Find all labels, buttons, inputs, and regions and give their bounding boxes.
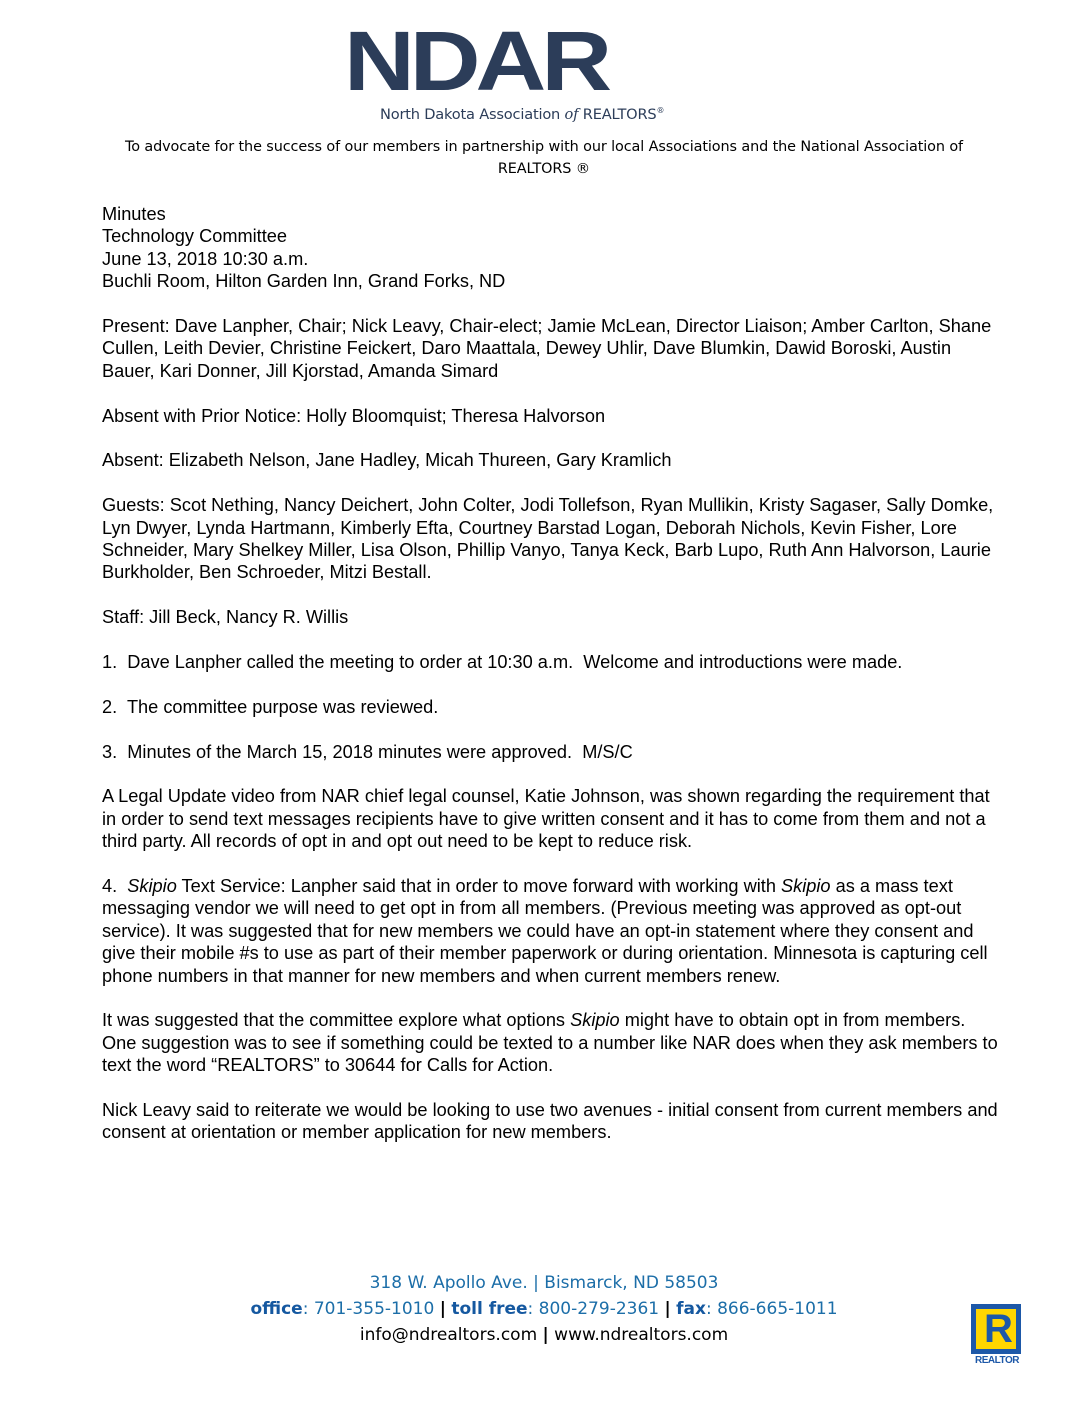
footer-contact xyxy=(0,1270,1088,1348)
absent-list: Absent: Elizabeth Nelson, Jane Hadley, Micah Thureen, Gary Kramlich xyxy=(102,450,672,471)
doc-type: Minutes xyxy=(102,204,166,224)
footer-website[interactable]: www.ndrealtors.com xyxy=(554,1325,729,1345)
present-list: Present: Dave Lanpher, Chair; Nick Leavy, Chair-elect; Jamie McLean, Director Liaison; Amber Carlton, Shane Cullen, Leith Devier, Christine Feickert, Daro Maattala, Dewey Uhlir, Dave Blumkin, Dawid Boroski, Austin Bauer, Kari Donner, Jill Kjorstad, Amanda Simard xyxy=(102,316,992,381)
legal-update-paragraph: A Legal Update video from NAR chief legal counsel, Katie Johnson, was shown regarding the requirement that in order to send text messages recipients have to give written consent and it has to come from them and not a third party. All records of opt in and opt out need to be kept to reduce risk. xyxy=(102,786,990,852)
agenda-item-3: 3. Minutes of the March 15, 2018 minutes were approved. M/S/C xyxy=(102,741,633,762)
minutes-body xyxy=(102,203,1002,1144)
logo-subtitle: North Dakota Association of REALTORS® xyxy=(380,106,665,123)
footer-address: 318 W. Apollo Ave. | Bismarck, ND 58503 xyxy=(369,1273,719,1293)
meeting-datetime: June 13, 2018 10:30 a.m. xyxy=(102,248,309,269)
guests-list: Guests: Scot Nething, Nancy Deichert, John Colter, Jodi Tollefson, Ryan Mullikin, Kristy Sagaser, Sally Domke, Lyn Dwyer, Lynda Hartmann, Kimberly Efta, Courtney Barstad Logan, Deborah Nichols, Kevin Fisher, Lore Schneider, Mary Shelkey Miller, Lisa Olson, Phillip Vanyo, Tanya Keck, Barb Lupo, Ruth Ann Halvorson, Laurie Burkholder, Ben Schroeder, Mitzi Bestall. xyxy=(102,495,994,583)
suggestion-paragraph: It was suggested that the committee explore what options Skipio might have to obtain opt in from members. One suggestion was to see if something could be texted to a number like NAR does when they ask members to text the word “REALTORS” to 30644 for Calls for Action. xyxy=(102,1010,998,1076)
agenda-item-1: 1. Dave Lanpher called the meeting to order at 10:30 a.m. Welcome and introductions were made. xyxy=(102,652,903,673)
logo-wordmark: NDAR xyxy=(344,13,608,108)
mission-tagline: To advocate for the success of our members in partnership with our local Associations and the National Association of REALTORS ® xyxy=(124,139,964,177)
agenda-item-2: 2. The committee purpose was reviewed. xyxy=(102,696,439,717)
staff-list: Staff: Jill Beck, Nancy R. Willis xyxy=(102,607,349,628)
absent-notice-list: Absent with Prior Notice: Holly Bloomquist; Theresa Halvorson xyxy=(102,405,606,426)
leavy-paragraph: Nick Leavy said to reiterate we would be looking to use two avenues - initial consent from current members and consent at orientation or member application for new members. xyxy=(102,1100,998,1143)
agenda-item-4: 4. Skipio Text Service: Lanpher said that in order to move forward with working with Skipio as a mass text messaging vendor we will need to get opt in from all members. (Previous meeting was approved as opt-out service). It was suggested that for new members we could have an opt-in statement where they consent and give their mobile #s to use as part of their member paperwork or during orientation. Minnesota is capturing cell phone numbers in that manner for new members and when current members renew. xyxy=(102,876,988,986)
footer-phones: office: 701-355-1010 | toll free: 800-279-2361 | fax: 866-665-1011 xyxy=(250,1299,838,1319)
committee-name: Technology Committee xyxy=(102,226,287,247)
footer-email[interactable]: info@ndrealtors.com xyxy=(359,1325,538,1345)
footer-web: info@ndrealtors.com | www.ndrealtors.com xyxy=(359,1325,729,1345)
ndar-logo xyxy=(344,13,665,130)
meeting-location: Buchli Room, Hilton Garden Inn, Grand Forks, ND xyxy=(102,271,506,292)
realtor-logo: R REALTOR xyxy=(971,1304,1023,1368)
